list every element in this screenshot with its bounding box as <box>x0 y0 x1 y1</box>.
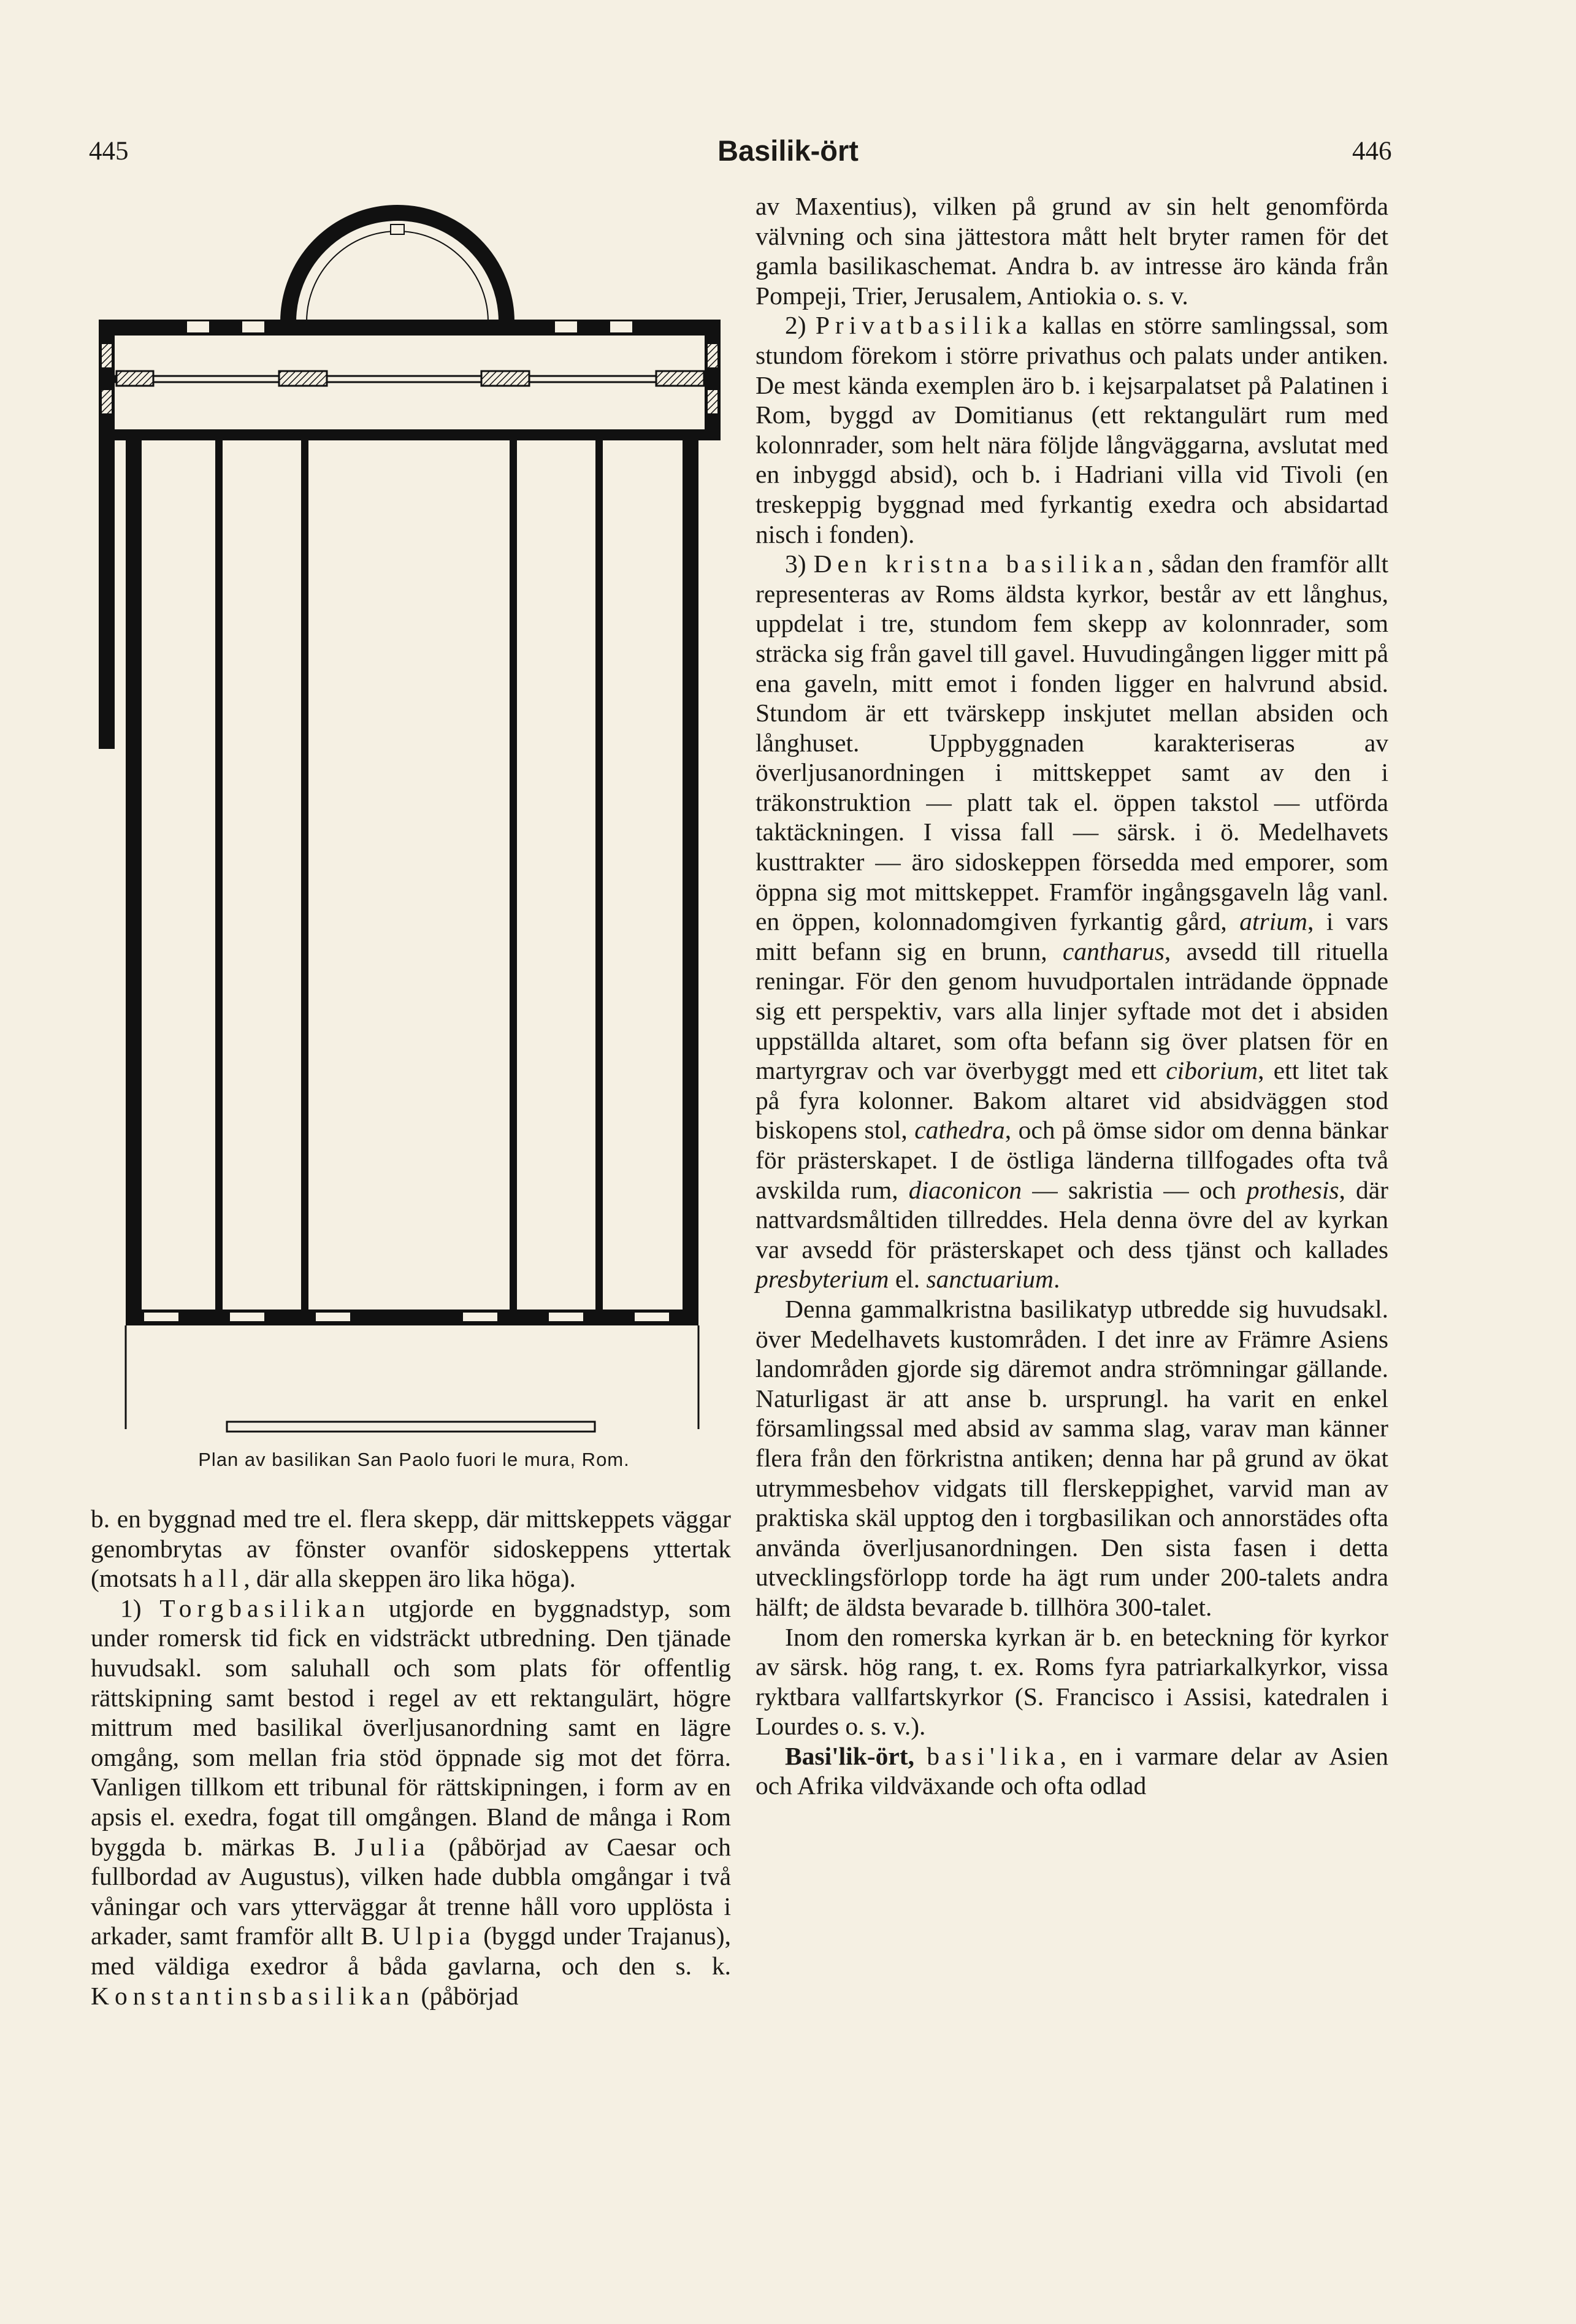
right-text-column <box>755 191 1388 1801</box>
paragraph-torgbasilikan: 1) Torgbasilikan utgjorde en byggnadstyp, som under romersk tid fick en vidsträckt utbredning. Den tjänade huvudsakl. som saluhall och som plats för offentlig rättskipning samt bestod i regel av ett rektangulärt, högre mittrum med basilikal överljusanordning samt en lägre omgång, som mellan fria stöd öppnade sig mot det förra. Vanligen tillkom ett tribunal för rättskipningen, i form av en apsis el. exedra, fogat till omgången. Bland de många i Rom byggda b. märkas B. Julia (påbörjad av Caesar och fullbordad av Augustus), vilken hade dubbla omgångar i två våningar och vars ytterväggar åt trenne håll voro upplösta i arkader, samt framför allt B. Ulpia (byggd under Trajanus), med väldiga exedror å båda gavlarna, och den s. k. Konstantinsbasilikan (påbörjad <box>91 1593 731 2010</box>
page-number-right: 446 <box>1352 137 1392 166</box>
paragraph-basilik-ort: Basi'lik-ört, basi'lika, en i varmare delar av Asien och Afrika vildväxande och ofta odlad <box>755 1741 1388 1800</box>
paragraph-romerska-kyrkan: Inom den romerska kyrkan är b. en beteckning för kyrkor av särsk. hög rang, t. ex. Roms fyra patriarkalkyrkor, vissa ryktbara vallfartskyrkor (S. Francisco i Assisi, katedralen i Lourdes o. s. v.). <box>755 1622 1388 1741</box>
page-number-left: 445 <box>89 137 129 166</box>
running-title: Basilik-ört <box>717 134 859 167</box>
paragraph-privatbasilika: 2) Privatbasilika kallas en större samlingssal, som stundom förekom i större privathus och palats under antiken. De mest kända exemplen äro b. i kejsarpalatset på Palatinen i Rom, byggd av Domitianus (ett rektangulärt rum med kolonnrader, som helt nära följde långväggarna, avslutat med en inbyggd absid), och b. i Hadriani villa vid Tivoli (en treskeppig byggnad med fyrkantig exedra och absidartad nisch i fonden). <box>755 311 1388 548</box>
nave <box>126 429 698 1432</box>
figure-caption: Plan av basilikan San Paolo fuori le mura, Rom. <box>198 1449 630 1470</box>
basilica-floor-plan <box>89 202 733 1454</box>
transept <box>99 320 721 749</box>
paragraph-gammalkristna: Denna gammalkristna basilikatyp utbredde sig huvudsakl. över Medelhavets kustområden. I det inre av Främre Asiens landområden gjorde sig däremot andra strömningar gällande. Naturligast är att anse b. ursprungl. ha varit en enkel församlingssal med absid av samma slag, varav man känner flera från den förkristna antiken; denna har på grund av ökat utrymmesbehov vidgats till flerskeppighet, varvid man av praktiska skäl upptog den i torgbasilikan och annorstädes ofta använda överljusanordningen. Den sista fasen i detta utvecklingsförlopp torde ha ägt rum under 200-talets andra hälft; de äldsta bevarade b. tillhöra 300-talet. <box>755 1294 1388 1621</box>
left-text-column <box>91 1504 731 2011</box>
paragraph-continuation: av Maxentius), vilken på grund av sin helt genomförda välvning och sina jättestora mått helt bryter ramen för det gamla basilikaschemat. Andra b. av intresse äro kända från Pompeji, Trier, Jerusalem, Antiokia o. s. v. <box>755 192 1388 310</box>
paragraph-intro: b. en byggnad med tre el. flera skepp, där mittskeppets väggar genombrytas av fönster ovanför sidoskeppens yttertak (motsats hall, där alla skeppen äro lika höga). <box>91 1505 731 1593</box>
paragraph-kristna-basilikan: 3) Den kristna basilikan, sådan den framför allt representeras av Roms äldsta kyrkor, består av ett långhus, uppdelat i tre, stundom fem skepp av kolonnrader, som sträcka sig från gavel till gavel. Huvudingången ligger mitt på ena gaveln, mitt emot i fonden ligger en halvrund absid. Stundom är ett tvärskepp inskjutet mellan absiden och långhuset. Uppbyggnaden karakteriseras av överljusanordningen i mittskeppet samt av den i träkonstruktion — platt tak el. öppen takstol — utförda taktäckningen. I vissa fall — särsk. i ö. Medelhavets kusttrakter — äro sidoskeppen försedda med emporer, som öppna sig mot mittskeppet. Framför ingångsgaveln låg vanl. en öppen, kolonnadomgiven fyrkantig gård, atrium, i vars mitt befann sig en brunn, cantharus, avsedd till rituella reningar. För den genom huvudportalen inträdande öppnade sig ett perspektiv, vars alla linjer syftade mot det i absiden uppställda altaret, som ofta befann sig över platsen för en martyrgrav och var överbyggt med ett ciborium, ett litet tak på fyra kolonner. Bakom altaret vid absidväggen stod biskopens stol, cathedra, och på ömse sidor om denna bänkar för prästerskapet. I de östliga länderna tillfogades ofta två avskilda rum, diaconicon — sakristia — och prothesis, där nattvardsmåltiden tillreddes. Hela denna övre del av kyrkan var avsedd för prästerskapet och dess tjänst och kallades presbyterium el. sanctuarium. <box>755 550 1389 1294</box>
